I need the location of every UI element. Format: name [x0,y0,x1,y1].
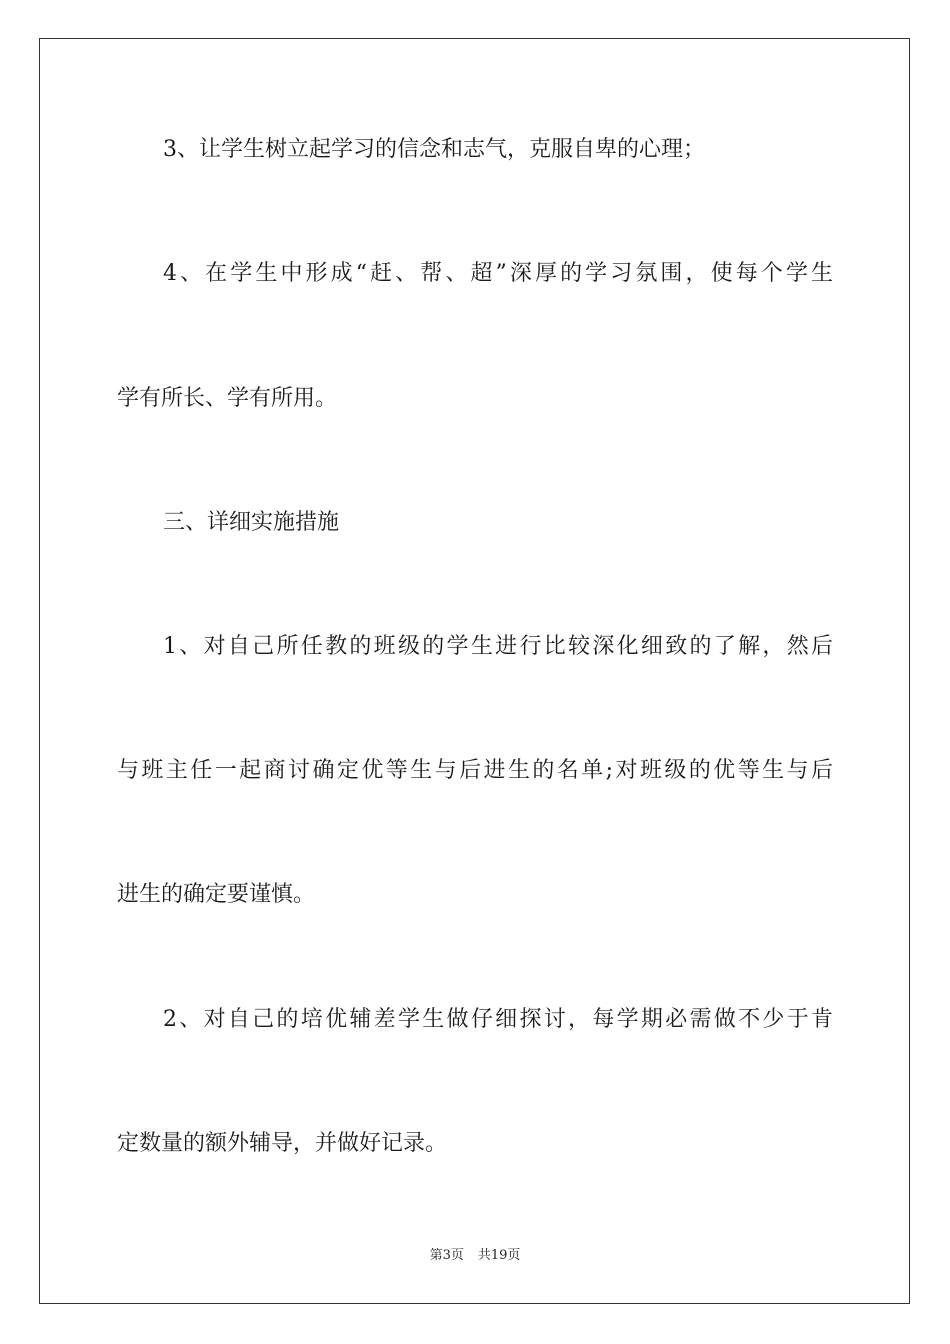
paragraph-line: 3、让学生树立起学习的信念和志气，克服自卑的心理； [163,137,705,162]
page-number: 第3页 [429,1248,464,1263]
paragraph-line: 2、对自己的培优辅差学生做仔细探讨，每学期必需做不少于肯 [163,1007,833,1032]
paragraph-line: 学有所长、学有所用。 [117,386,338,411]
page-total: 共19页 [477,1248,521,1263]
paragraph-line: 4、在学生中形成“赶、帮、超”深厚的学习氛围，使每个学生 [163,261,833,286]
page-footer [0,1246,950,1266]
paragraph-line: 与班主任一起商讨确定优等生与后进生的名单;对班级的优等生与后 [117,758,833,783]
page-border [39,38,910,1304]
paragraph-line: 进生的确定要谨慎。 [117,882,316,907]
paragraph-line: 1、对自己所任教的班级的学生进行比较深化细致的了解，然后 [163,634,833,659]
section-heading: 三、详细实施措施 [163,510,340,535]
paragraph-line: 定数量的额外辅导，并做好记录。 [117,1131,448,1156]
